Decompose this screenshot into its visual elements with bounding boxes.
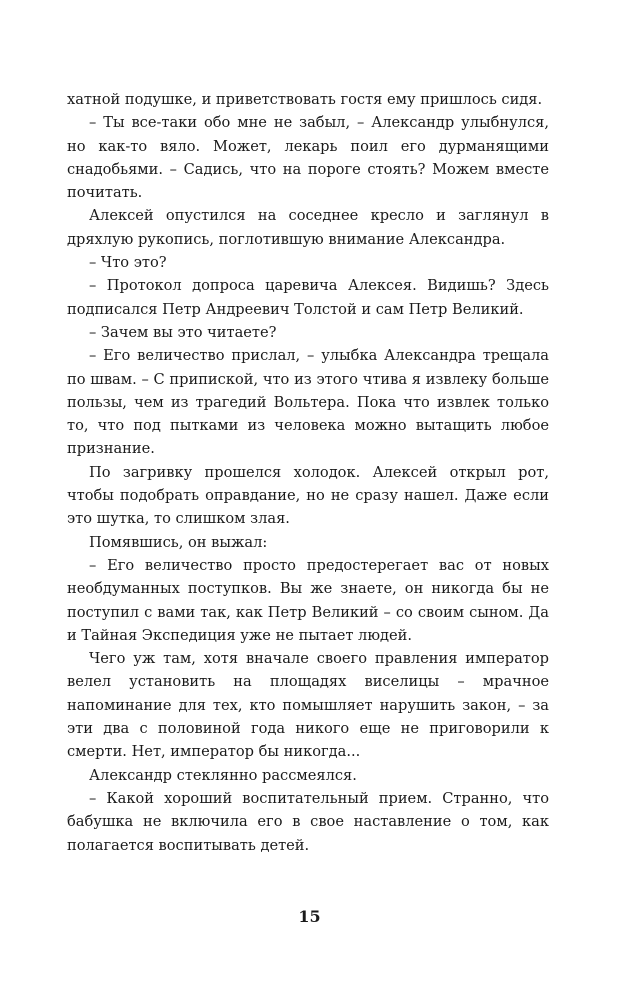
paragraph-7: – Его величество прислал, – улыбка Александра трещала по швам. – С припиской, что из этого чтива я извлеку больше пользы, чем из трагедий Вольтера. Пока что извлек только то, что под пытками из человека можно вытащить любое признание. <box>67 347 549 458</box>
paragraph-1: хатной подушке, и приветствовать гостя ему пришлось сидя. <box>67 91 543 108</box>
paragraph-3: Алексей опустился на соседнее кресло и заглянул в дряхлую рукопись, поглотившую внимание Александра. <box>67 207 549 248</box>
paragraph-9: Помявшись, он выжал: <box>89 533 268 551</box>
paragraph-8: По загривку прошелся холодок. Алексей открыл рот, чтобы подобрать оправдание, но не сразу нашел. Даже если это шутка, то слишком злая. <box>67 463 549 528</box>
paragraph-10: – Его величество просто предостерегает вас от новых необдуманных поступков. Вы же знаете, он никогда бы не поступил с вами так, как Петр Великий – со своим сыном. Да и Тайная Экспедиция уже не пытает людей. <box>67 556 549 644</box>
page-number: 15 <box>298 907 321 926</box>
paragraph-12: Александр стеклянно рассмеялся. <box>89 766 357 784</box>
paragraph-4: – Что это? <box>89 254 167 272</box>
paragraph-11: Чего уж там, хотя вначале своего правления император велел установить на площадях виселицы – мрачное напоминание для тех, кто помышляет нарушить закон, – за эти два с половиной года никого еще не приговорили к смерти. Нет, император бы никогда... <box>67 650 549 761</box>
paragraph-5: – Протокол допроса царевича Алексея. Видишь? Здесь подписался Петр Андреевич Толстой и сам Петр Великий. <box>67 277 549 318</box>
paragraph-2: – Ты все-таки обо мне не забыл, – Александр улыбнулся, но как-то вяло. Может, лекарь поил его дурманящими снадобьями. – Садись, что на пороге стоять? Можем вместе почитать. <box>67 114 549 202</box>
page-body <box>67 88 549 857</box>
paragraph-13: – Какой хороший воспитательный прием. Странно, что бабушка не включила его в свое наставление о том, как полагается воспитывать детей. <box>67 789 549 854</box>
paragraph-6: – Зачем вы это читаете? <box>89 323 277 341</box>
